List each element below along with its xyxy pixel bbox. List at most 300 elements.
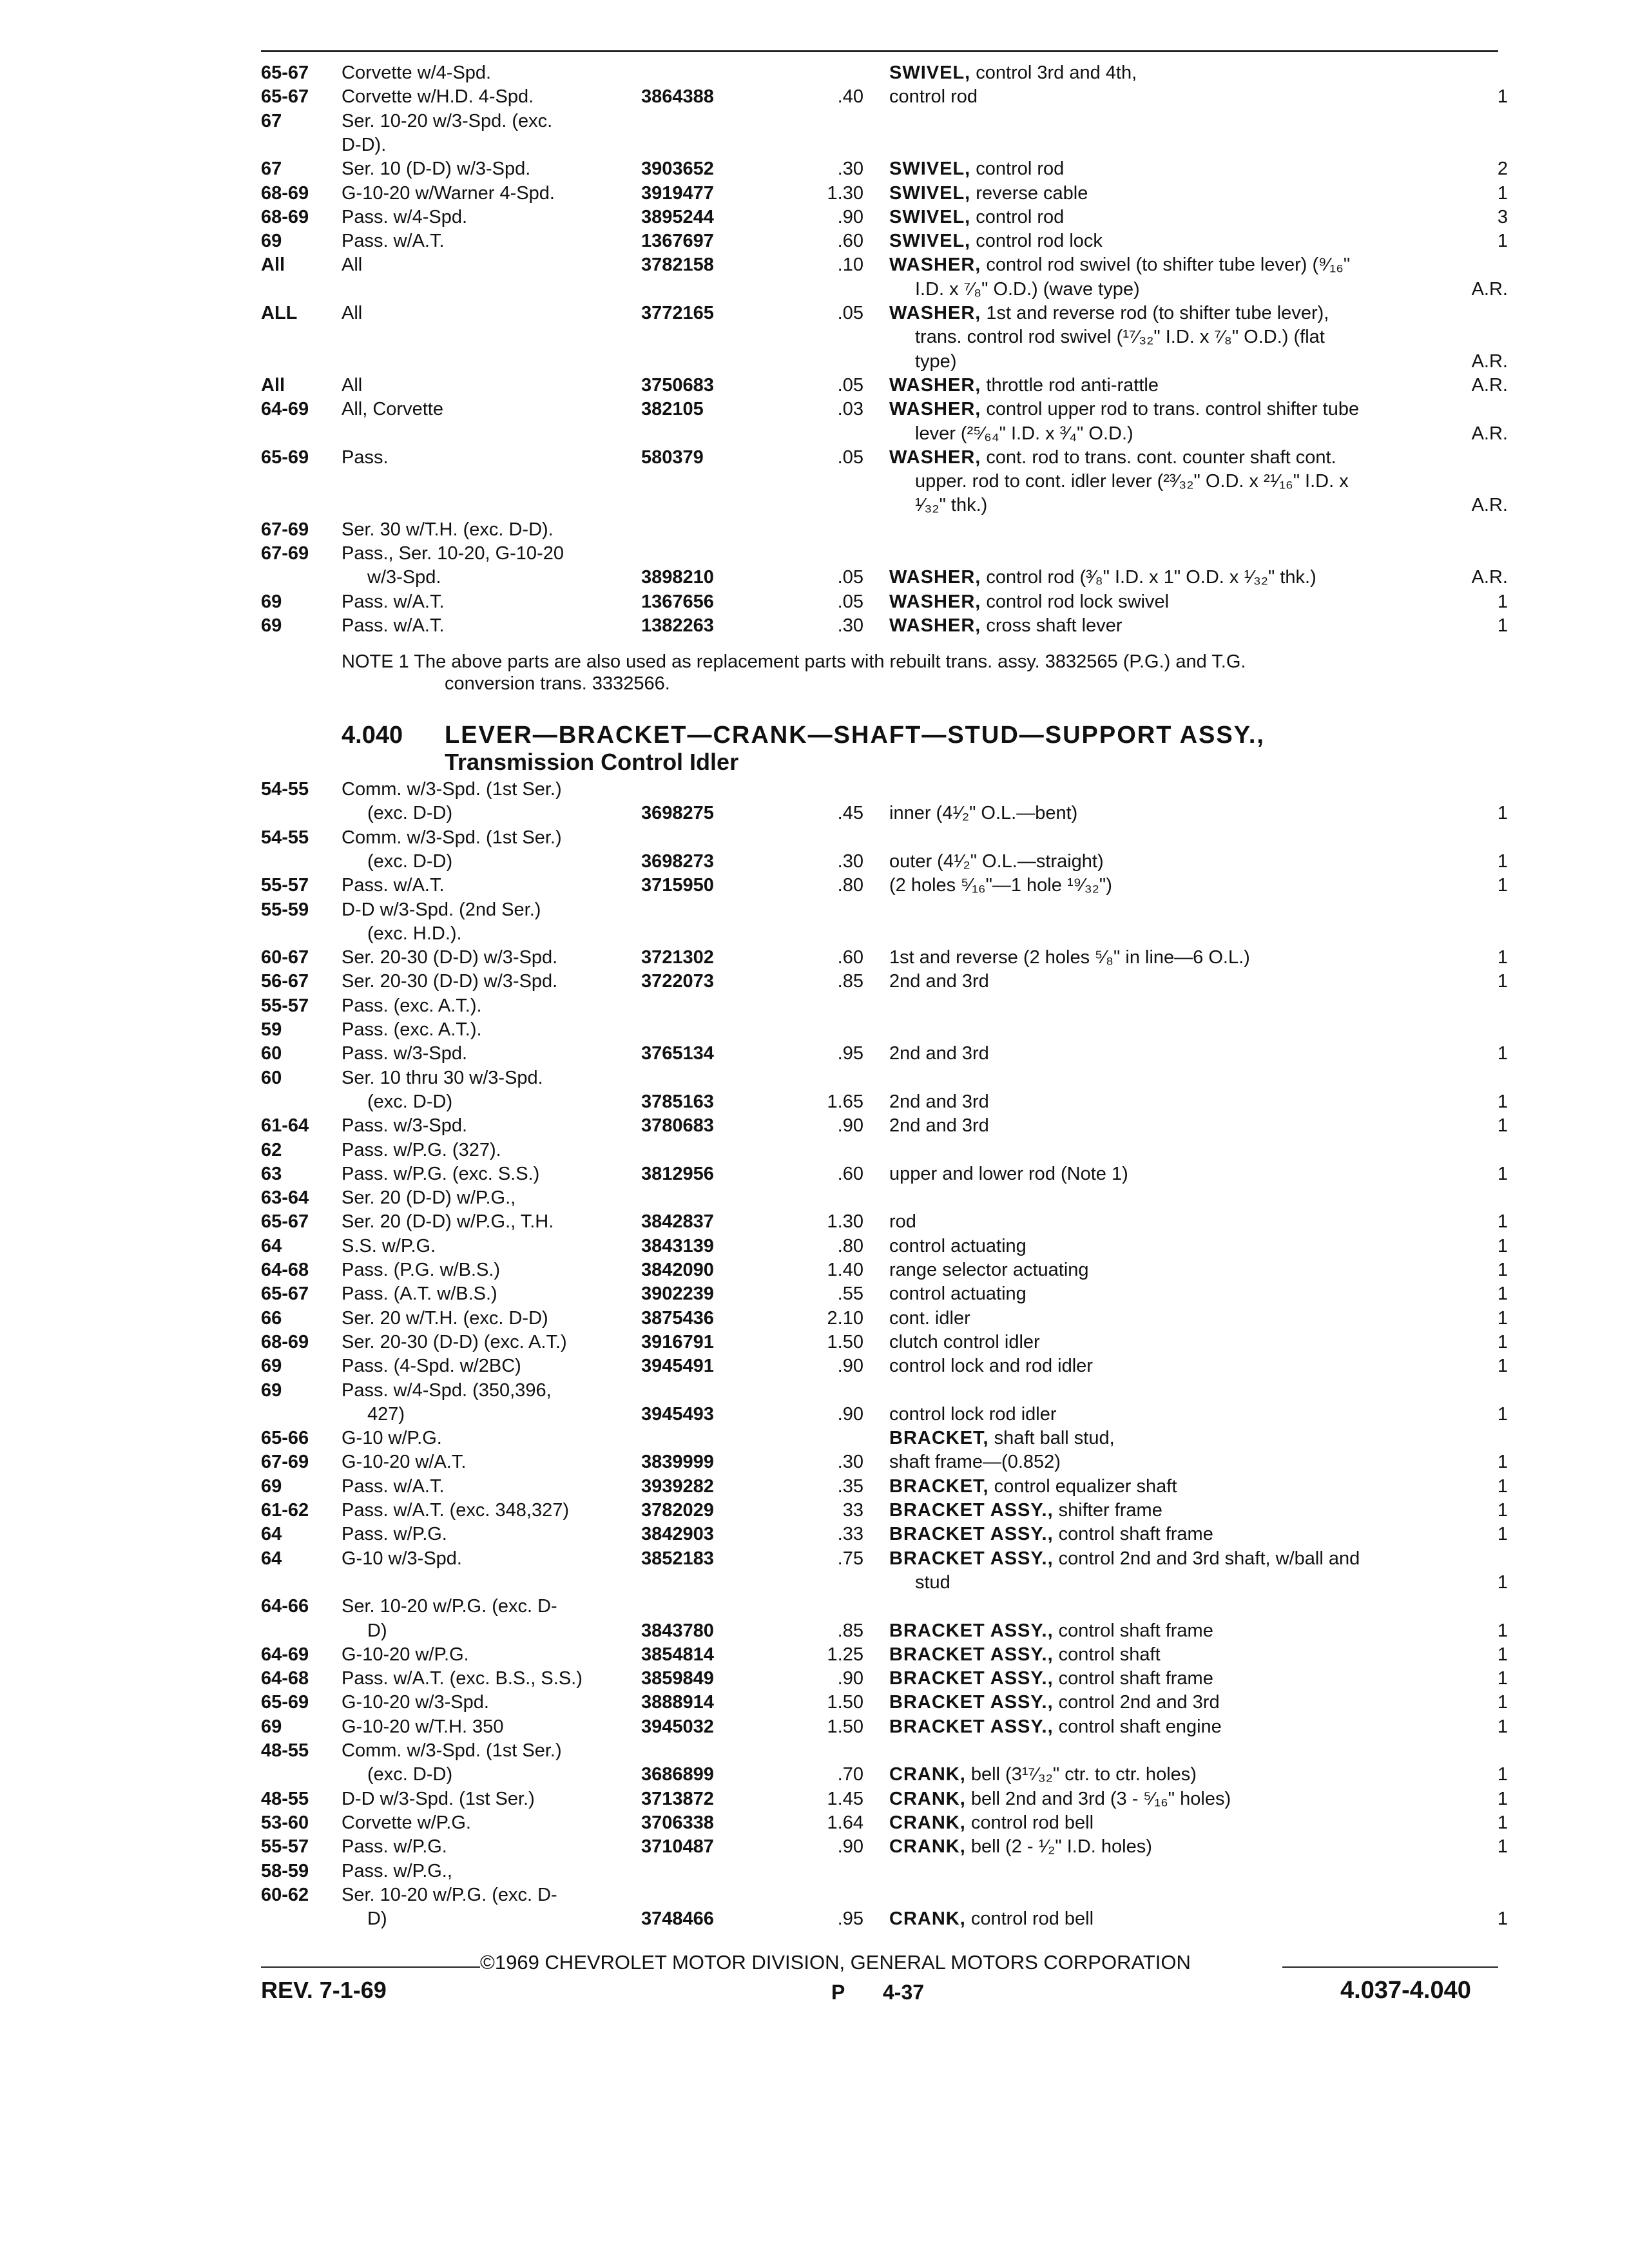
quantity: 1 [1497,1235,1508,1256]
description-text: 2nd and 3rd [889,1115,989,1137]
application: Pass. w/P.G., [342,1860,452,1881]
description [889,1043,1456,1064]
description-text: throttle rod anti-rattle [981,374,1159,396]
application: Ser. 30 w/T.H. (exc. D-D). [342,519,554,540]
model-year: 64-68 [261,1260,309,1280]
price: .05 [837,447,863,468]
model-year: 63 [261,1163,282,1184]
description-keyword: BRACKET ASSY., [889,1716,1054,1737]
model-year: 60 [261,1043,282,1064]
description-text: shaft frame—(0.852) [889,1452,1061,1473]
price: .30 [837,1452,863,1473]
part-number: 3903652 [641,159,714,180]
description-text: control rod bell [965,1908,1094,1930]
description-keyword: BRACKET ASSY., [889,1500,1054,1521]
model-year: 53-60 [261,1812,309,1833]
description [889,1235,1456,1257]
price: .90 [837,1356,863,1377]
quantity: 1 [1497,1356,1508,1377]
quantity: 1 [1497,850,1508,872]
description-keyword: WASHER, [889,447,981,468]
part-number: 3888914 [641,1692,714,1713]
application: Ser. 10 thru 30 w/3-Spd. [342,1067,543,1088]
description [889,206,1456,228]
description-text: control shaft frame [1053,1668,1213,1689]
footer-rule-right [1282,1966,1498,1968]
description-text: inner (4¹⁄₂" O.L.—bent) [889,803,1078,824]
application: G-10-20 w/A.T. [342,1452,467,1473]
description-keyword: BRACKET, [889,1475,989,1497]
model-year: 67 [261,110,282,131]
model-year: 55-57 [261,1836,309,1858]
model-year: 48-55 [261,1740,309,1761]
section-range: 4.037-4.040 [1340,1977,1471,2004]
price: .35 [837,1475,863,1497]
part-number: 3842090 [641,1260,714,1280]
part-number: 3842837 [641,1211,714,1233]
description-text: 1st and reverse (2 holes ⁵⁄₈" in line—6 O.L.) [889,947,1250,968]
description-keyword: SWIVEL, [889,182,971,204]
description [889,970,1456,992]
part-number: 3715950 [641,875,714,896]
description [889,398,1456,420]
price: 1.25 [827,1644,863,1665]
description-text: stud [915,1571,950,1593]
price: .30 [837,159,863,180]
description [889,1259,1456,1281]
copyright-line: ©1969 CHEVROLET MOTOR DIVISION, GENERAL MOTORS CORPORATION [480,1951,1191,1974]
application: Corvette w/H.D. 4-Spd. [342,86,534,108]
description-text: range selector actuating [889,1260,1089,1280]
model-year: 64-66 [261,1596,309,1617]
part-number: 3864388 [641,86,714,108]
application: Pass. (P.G. w/B.S.) [342,1260,501,1280]
description [915,423,1456,445]
description [889,1283,1456,1305]
quantity: 1 [1497,1764,1508,1785]
description-text: (2 holes ⁵⁄₁₆"—1 hole ¹⁹⁄₃₂") [889,875,1112,896]
part-number: 3750683 [641,374,714,396]
model-year: 69 [261,1379,282,1401]
description [889,1427,1456,1449]
description-text: 2nd and 3rd [889,1091,989,1112]
model-year: 69 [261,1475,282,1497]
description [889,1331,1456,1353]
description-keyword: BRACKET ASSY., [889,1692,1054,1713]
description [889,1644,1456,1666]
application: G-10-20 w/Warner 4-Spd. [342,182,555,204]
application: G-10 w/P.G. [342,1428,442,1449]
quantity: A.R. [1471,374,1508,396]
description-text: control shaft [1053,1644,1161,1665]
part-number: 3748466 [641,1908,714,1930]
part-number: 382105 [641,399,704,420]
quantity: 1 [1497,591,1508,612]
price: .55 [837,1283,863,1305]
description [889,591,1456,613]
part-number: 3895244 [641,206,714,227]
description [889,947,1456,968]
quantity: 1 [1497,1524,1508,1545]
part-number: 580379 [641,447,704,468]
application: All [342,255,363,276]
model-year: 65-69 [261,447,309,468]
application: Comm. w/3-Spd. (1st Ser.) [342,1740,562,1761]
application: 427) [367,1403,405,1425]
price: .05 [837,567,863,588]
description-text: I.D. x ⁷⁄₈" O.D.) (wave type) [915,278,1140,300]
part-number: 3945491 [641,1356,714,1377]
price: .60 [837,231,863,252]
description-keyword: BRACKET ASSY., [889,1644,1054,1665]
application: Corvette w/4-Spd. [342,62,492,83]
price: 1.64 [827,1812,863,1833]
part-number: 3843780 [641,1620,714,1641]
quantity: 3 [1497,206,1508,227]
part-number: 3939282 [641,1475,714,1497]
description-text: ¹⁄₃₂" thk.) [915,495,988,516]
description-text: control 3rd and 4th, [970,62,1137,83]
application: Ser. 20 (D-D) w/P.G., [342,1187,516,1209]
price: 1.40 [827,1260,863,1280]
description-text: shifter frame [1053,1500,1162,1521]
description [889,1355,1456,1377]
application: D-D). [342,134,387,155]
quantity: 1 [1497,1307,1508,1329]
description [889,850,1456,872]
description [889,1403,1456,1425]
section-number: 4.040 [342,722,403,749]
quantity: 1 [1497,1331,1508,1352]
model-year: 68-69 [261,182,309,204]
application: Pass. w/P.G. [342,1524,447,1545]
application: Pass. w/4-Spd. [342,206,468,227]
description-text: control upper rod to trans. control shifter tube [981,399,1360,420]
model-year: 54-55 [261,827,309,848]
price: .30 [837,850,863,872]
quantity: 1 [1497,1620,1508,1641]
description [889,1523,1456,1545]
part-number: 3898210 [641,567,714,588]
price: .70 [837,1764,863,1785]
description [915,278,1456,300]
description-text: control shaft frame [1053,1620,1213,1641]
price: .80 [837,1235,863,1256]
price: .33 [837,1524,863,1545]
description-text: 2nd and 3rd [889,971,989,992]
description [889,1091,1456,1113]
quantity: 1 [1497,1475,1508,1497]
description-text: control rod (³⁄₈" I.D. x 1" O.D. x ¹⁄₃₂" thk.) [981,567,1316,588]
application: D-D w/3-Spd. (1st Ser.) [342,1788,535,1809]
application: (exc. D-D) [367,803,453,824]
quantity: 1 [1497,1908,1508,1930]
application: Pass. w/P.G. (327). [342,1139,501,1160]
part-number: 3839999 [641,1452,714,1473]
description [915,1571,1456,1593]
quantity: A.R. [1471,495,1508,516]
price: .85 [837,971,863,992]
description-text: cross shaft lever [981,615,1123,636]
description-keyword: WASHER, [889,374,981,396]
model-year: 61-62 [261,1500,309,1521]
application: All [342,374,363,396]
part-number: 3859849 [641,1668,714,1689]
model-year: 67-69 [261,519,309,540]
description-keyword: WASHER, [889,567,981,588]
model-year: 69 [261,615,282,636]
description-keyword: CRANK, [889,1788,966,1809]
quantity: 1 [1497,1500,1508,1521]
note-line-1: NOTE 1 The above parts are also used as replacement parts with rebuilt trans. assy. 3832565 (P.G.) and T.G. [342,651,1246,672]
description-text: control equalizer shaft [988,1475,1177,1497]
description [889,566,1456,588]
application: Ser. 10 (D-D) w/3-Spd. [342,159,531,180]
description [889,374,1456,396]
part-number: 3782158 [641,255,714,276]
price: .60 [837,947,863,968]
description-keyword: CRANK, [889,1812,966,1833]
part-number: 3875436 [641,1307,714,1329]
description [889,86,1456,108]
application: (exc. D-D) [367,850,453,872]
description-keyword: SWIVEL, [889,159,971,180]
description-text: control rod bell [965,1812,1094,1833]
quantity: 1 [1497,1836,1508,1858]
quantity: 1 [1497,875,1508,896]
description-text: 1st and reverse rod (to shifter tube lever), [981,303,1329,323]
price: .80 [837,875,863,896]
part-number: 3945032 [641,1716,714,1737]
application: Comm. w/3-Spd. (1st Ser.) [342,779,562,800]
price: 1.50 [827,1331,863,1352]
quantity: A.R. [1471,423,1508,444]
application: All, Corvette [342,399,443,420]
description-text: control actuating [889,1283,1027,1305]
application: G-10 w/3-Spd. [342,1548,462,1569]
footer-rule-left [261,1966,480,1968]
description-text: upper and lower rod (Note 1) [889,1163,1128,1184]
description [889,1763,1456,1785]
model-year: 67-69 [261,543,309,564]
model-year: 64-69 [261,399,309,420]
description [915,351,1456,372]
quantity: 1 [1497,803,1508,824]
price: .90 [837,1668,863,1689]
description [889,1788,1456,1810]
quantity: 1 [1497,1211,1508,1233]
price: .90 [837,1836,863,1858]
quantity: 1 [1497,1403,1508,1425]
application: Pass. w/A.T. [342,231,445,252]
quantity: 1 [1497,1115,1508,1137]
description-text: control 2nd and 3rd shaft, w/ball and [1053,1548,1360,1569]
description-text: control 2nd and 3rd [1053,1692,1220,1713]
model-year: 64 [261,1548,282,1569]
model-year: ALL [261,303,298,323]
price: .03 [837,399,863,420]
description-text: control rod [970,159,1065,180]
part-number: 3721302 [641,947,714,968]
description [889,615,1456,637]
description [915,326,1456,348]
description [889,302,1456,324]
application: Pass. w/A.T. (exc. B.S., S.S.) [342,1668,583,1689]
part-number: 3713872 [641,1788,714,1809]
part-number: 3945493 [641,1403,714,1425]
application: D) [367,1908,387,1930]
description-keyword: BRACKET ASSY., [889,1620,1054,1641]
application: Ser. 20-30 (D-D) (exc. A.T.) [342,1331,567,1352]
model-year: 68-69 [261,206,309,227]
description [889,874,1456,896]
application: Pass. w/A.T. [342,875,445,896]
model-year: 68-69 [261,1331,309,1352]
application: G-10-20 w/P.G. [342,1644,469,1665]
description-keyword: SWIVEL, [889,206,971,227]
description [915,494,1456,516]
quantity: 1 [1497,1571,1508,1593]
description-keyword: SWIVEL, [889,231,971,252]
model-year: 67-69 [261,1452,309,1473]
model-year: 67 [261,159,282,180]
description-text: cont. rod to trans. cont. counter shaft cont. [981,447,1336,468]
description [889,1475,1456,1497]
application: w/3-Spd. [367,567,441,588]
price: 1.30 [827,1211,863,1233]
part-number: 3782029 [641,1500,714,1521]
description-keyword: WASHER, [889,303,981,323]
model-year: 60-67 [261,947,309,968]
model-year: 64-69 [261,1644,309,1665]
part-number: 3916791 [641,1331,714,1352]
quantity: A.R. [1471,351,1508,372]
model-year: All [261,374,285,396]
description [889,1499,1456,1521]
description-keyword: BRACKET ASSY., [889,1548,1054,1569]
description-keyword: BRACKET ASSY., [889,1668,1054,1689]
model-year: 65-67 [261,86,309,108]
quantity: 1 [1497,1091,1508,1112]
application: Pass. w/A.T. [342,591,445,612]
model-year: 55-57 [261,875,309,896]
part-number: 3780683 [641,1115,714,1137]
application: Comm. w/3-Spd. (1st Ser.) [342,827,562,848]
description-text: control rod lock [970,231,1103,252]
price: .40 [837,86,863,108]
part-number: 3722073 [641,971,714,992]
description-text: cont. idler [889,1307,970,1329]
price: .90 [837,1115,863,1137]
description [889,182,1456,204]
model-year: 69 [261,231,282,252]
description [889,1667,1456,1689]
description [889,1163,1456,1185]
quantity: 1 [1497,615,1508,636]
description-text: control lock and rod idler [889,1356,1093,1377]
description-keyword: SWIVEL, [889,62,971,83]
model-year: 61-64 [261,1115,309,1137]
application: All [342,303,363,323]
description-text: control shaft engine [1053,1716,1222,1737]
part-number: 1367656 [641,591,714,612]
price: .95 [837,1043,863,1064]
description-text: bell 2nd and 3rd (3 - ⁵⁄₁₆" holes) [965,1788,1231,1809]
part-number: 3765134 [641,1043,714,1064]
part-number: 3843139 [641,1235,714,1256]
model-year: 69 [261,1716,282,1737]
part-number: 3842903 [641,1524,714,1545]
quantity: 1 [1497,1452,1508,1473]
model-year: 65-69 [261,1692,309,1713]
application: Ser. 20 w/T.H. (exc. D-D) [342,1307,548,1329]
application: Ser. 10-20 w/P.G. (exc. D- [342,1596,557,1617]
revision-date: REV. 7-1-69 [261,1977,387,2003]
description [889,1548,1456,1570]
application: Pass., Ser. 10-20, G-10-20 [342,543,564,564]
description-keyword: CRANK, [889,1836,966,1858]
application: Ser. 20-30 (D-D) w/3-Spd. [342,947,558,968]
description [889,1115,1456,1137]
application: Pass. (exc. A.T.). [342,1019,482,1040]
description [889,1211,1456,1233]
description-text: control rod swivel (to shifter tube lever) (⁹⁄₁₆" [981,255,1351,276]
quantity: 1 [1497,947,1508,968]
description [889,254,1456,276]
note-line-2: conversion trans. 3332566. [445,673,670,694]
application: Pass. w/4-Spd. (350,396, [342,1379,552,1401]
application: Pass. w/3-Spd. [342,1043,468,1064]
application: Ser. 10-20 w/3-Spd. (exc. [342,110,553,131]
application: Pass. (A.T. w/B.S.) [342,1283,497,1305]
quantity: 1 [1497,1163,1508,1184]
price: 2.10 [827,1307,863,1329]
quantity: 1 [1497,1260,1508,1280]
description-text: clutch control idler [889,1331,1040,1352]
model-year: 54-55 [261,779,309,800]
description [889,1908,1456,1930]
description-text: control actuating [889,1235,1027,1256]
description [889,1716,1456,1738]
quantity: A.R. [1471,567,1508,588]
application: Pass. [342,447,389,468]
part-number: 3785163 [641,1091,714,1112]
application: (exc. D-D) [367,1764,453,1785]
description-text: type) [915,351,957,372]
model-year: 55-57 [261,995,309,1016]
section-subtitle: Transmission Control Idler [445,749,739,775]
quantity: 1 [1497,1716,1508,1737]
model-year: 64 [261,1524,282,1545]
price: 1.45 [827,1788,863,1809]
description-text: control shaft frame [1053,1524,1213,1545]
description-text: trans. control rod swivel (¹⁷⁄₃₂" I.D. x ⁷⁄₈" O.D.) (flat [915,327,1325,348]
description-keyword: BRACKET ASSY., [889,1524,1054,1545]
application: Pass. (4-Spd. w/2BC) [342,1356,521,1377]
description-keyword: CRANK, [889,1908,966,1930]
description-text: 2nd and 3rd [889,1043,989,1064]
description-text: control rod [970,206,1065,227]
description-text: control lock rod idler [889,1403,1057,1425]
quantity: 1 [1497,1668,1508,1689]
quantity: 1 [1497,182,1508,204]
model-year: 62 [261,1139,282,1160]
description-text: lever (²⁵⁄₆₄" I.D. x ³⁄₄" O.D.) [915,423,1133,444]
application: Pass. w/3-Spd. [342,1115,468,1137]
model-year: 56-67 [261,971,309,992]
application: Ser. 20-30 (D-D) w/3-Spd. [342,971,558,992]
description [889,802,1456,824]
